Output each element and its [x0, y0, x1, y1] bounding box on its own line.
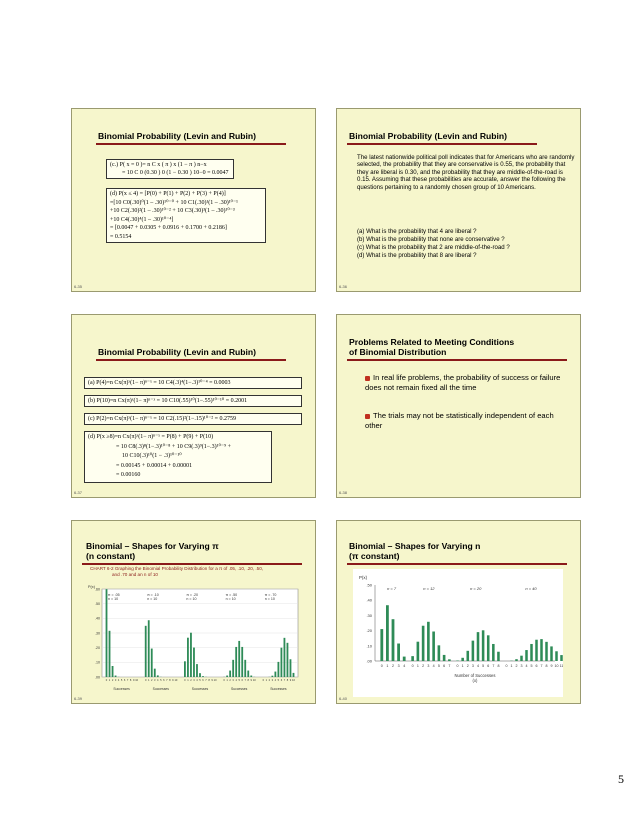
x-tick-label: 0: [411, 664, 414, 668]
x-tick-label: 7: [205, 679, 207, 682]
x-tick-label: 2: [229, 679, 231, 682]
x-tick-label: 1: [416, 664, 419, 668]
bar: [520, 656, 523, 661]
y-tick-label: .40: [95, 616, 100, 621]
bar: [241, 647, 243, 677]
bar: [106, 589, 108, 677]
panel-x-label: Successes: [152, 687, 170, 691]
x-tick-label: 7: [244, 679, 246, 682]
x-tick-label: 1: [108, 679, 111, 682]
bar: [540, 639, 543, 661]
bar: [427, 622, 430, 661]
panel-x-label: Successes: [191, 687, 209, 691]
x-tick-label: 9: [250, 679, 252, 682]
x-tick-label: 5: [238, 679, 240, 682]
formula-box-c: [106, 159, 234, 179]
x-tick-label: 9: [211, 679, 213, 682]
bar: [226, 676, 228, 677]
y-tick-label: .40: [366, 597, 372, 603]
page-number: 5: [618, 772, 624, 786]
x-tick-label: 6: [202, 679, 204, 682]
slide-number: 6-40: [339, 696, 348, 701]
bar: [244, 660, 246, 677]
question-c: (c) What is the probability that 2 are middle-of-the-road ?: [357, 244, 510, 251]
bar: [145, 626, 147, 677]
chart-varying-n: [353, 569, 563, 697]
bar: [281, 648, 283, 677]
x-tick-label: 7: [166, 679, 168, 682]
bar: [487, 635, 490, 661]
bar: [515, 659, 518, 661]
x-tick-label: 4: [525, 664, 528, 668]
bar: [448, 659, 451, 661]
title-rule: [96, 359, 286, 361]
x-tick-label: 7: [448, 664, 451, 668]
x-tick-label: 0: [105, 679, 108, 682]
x-tick-label: 1: [187, 679, 189, 682]
x-tick-label: 0: [380, 664, 383, 668]
slide-number: 6-37: [74, 490, 83, 495]
x-tick-label: 2: [392, 664, 394, 668]
x-tick-label: 3: [471, 664, 474, 668]
x-tick-label: 2: [515, 664, 518, 668]
bar: [411, 656, 414, 661]
x-tick-label: 3: [114, 679, 117, 682]
bar: [472, 641, 475, 661]
bar: [187, 638, 189, 677]
x-tick-label: 3: [397, 664, 400, 668]
question-d: (d) What is the probability that 8 are liberal ?: [357, 252, 477, 259]
answer-line: = 0.00160: [116, 472, 141, 478]
x-tick-label: 3: [193, 679, 195, 682]
x-tick-label: 2: [190, 679, 192, 682]
panel-label: π = .20: [186, 593, 198, 597]
slide-number: 6-38: [339, 490, 348, 495]
x-tick-label: 1: [510, 664, 513, 668]
bar: [386, 605, 389, 661]
slide-number: 6-35: [74, 284, 83, 289]
bar: [417, 642, 420, 661]
y-tick-label: .50: [95, 601, 100, 606]
bar: [202, 676, 204, 677]
bar: [525, 650, 528, 661]
problem-statement: The latest nationwide political poll indicates that for Americans who are randomly selected, the probability that they are conservative is 0.55, the probability that they are liberal is 0.30, and the probability that they are middle-of-the-road is 0.15. Assuming that these probabilities are accurate, answer the following the questions pertaining to a randomly chosen group of 10 Americans.: [357, 154, 575, 191]
bar: [397, 644, 400, 661]
bar: [250, 676, 252, 677]
question-a: (a) What is the probability that 4 are liberal ?: [357, 228, 477, 235]
bar: [247, 671, 249, 677]
x-tick-label: 5: [530, 664, 533, 668]
x-tick-label: 7: [283, 679, 286, 682]
x-tick-label: 0: [262, 679, 265, 682]
x-tick-label: 6: [280, 679, 283, 682]
bar: [403, 657, 406, 661]
chart-varying-pi: [84, 581, 304, 699]
slide-title: Binomial Probability (Levin and Rubin): [98, 131, 257, 141]
formula-line: = 0.5154: [110, 233, 132, 240]
answer-box-b: (b) P(10)=n Cx(π)ˣ(1− π)ⁿ⁻ˣ = 10 C10(.55)¹⁰(1−.55)¹⁰⁻¹⁰ = 0.2001: [84, 395, 302, 407]
slide-title-line-1: Binomial – Shapes for Varying π: [86, 541, 219, 551]
x-tick-label: 6: [123, 679, 126, 682]
x-tick-label: 1: [461, 664, 464, 668]
x-tick-label: 2: [151, 679, 153, 682]
bullet-item: [365, 373, 565, 393]
bar: [277, 662, 279, 677]
x-tick-label: 5: [199, 679, 201, 682]
bar: [443, 655, 446, 661]
x-tick-label: 5: [120, 679, 123, 682]
bar: [238, 641, 240, 677]
formula-line: (c.) P( x = 0 )= n C x ( π ) x (1 − π ) n−x: [110, 162, 207, 168]
x-tick-label: 9: [289, 679, 292, 682]
bar: [560, 655, 563, 661]
x-tick-label: 8: [497, 664, 500, 668]
slide-binomial-probability-1: [71, 108, 316, 292]
formula-line: +10 C2(.30)²(1 – .30)¹⁰⁻² + 10 C3(.30)³(1 – .30)¹⁰⁻³: [110, 208, 235, 214]
bar: [235, 647, 237, 677]
answer-line: (d) P(x ≥8)=n Cx(π)ˣ(1− π)ⁿ⁻ˣ = P(8) + P(9) + P(10): [88, 434, 214, 440]
title-rule: [96, 143, 286, 145]
question-b: (b) What is the probability that none are conservative ?: [357, 236, 505, 243]
slide-number: 6-36: [339, 284, 348, 289]
y-tick-label: .60: [95, 587, 100, 592]
slide-title-line-2: (n constant): [86, 551, 136, 561]
bar: [148, 620, 150, 677]
answer-line: = 10 C8(.3)⁸(1−.3)¹⁰⁻⁸ + 10 C9(.3)⁹(1−.3)¹⁰⁻⁹ +: [116, 443, 232, 450]
y-axis-label: P(x): [88, 585, 95, 589]
title-rule: [347, 359, 567, 361]
x-tick-label: 4: [117, 679, 120, 682]
x-tick-label: 4: [274, 679, 277, 682]
slide-shapes-varying-pi: [71, 520, 316, 704]
x-tick-label: 3: [154, 679, 156, 682]
x-tick-label: 7: [540, 664, 543, 668]
y-tick-label: .30: [95, 631, 100, 636]
y-tick-label: .30: [366, 612, 372, 618]
bar: [274, 672, 276, 677]
bar: [271, 676, 273, 677]
panel-label: n = 10: [147, 597, 158, 601]
bullet-text: In real life problems, the probability of success or failure does not remain fixed all the time: [365, 373, 561, 392]
x-tick-label: 1: [148, 679, 150, 682]
bar: [232, 660, 234, 677]
bar: [196, 664, 198, 677]
answer-box-a: (a) P(4)=n Cx(π)ˣ(1− π)ⁿ⁻ˣ = 10 C4(.3)⁴(1−.3)¹⁰⁻⁴ = 0.0003: [84, 377, 302, 389]
x-tick-label: 0: [223, 679, 225, 682]
x-tick-label: 10: [292, 679, 295, 682]
x-tick-label: 2: [466, 664, 469, 668]
y-tick-label: .00: [95, 675, 100, 680]
bar: [190, 633, 192, 677]
slide-binomial-probability-2: [336, 108, 581, 292]
panel-label: π = .05: [108, 593, 120, 597]
x-tick-label: 6: [163, 679, 165, 682]
x-tick-label: 5: [437, 664, 440, 668]
chart-caption-line-2: and .70 and an n of 10: [112, 572, 158, 577]
x-tick-label: 8: [169, 679, 171, 682]
x-axis-label: (x): [472, 678, 478, 683]
x-tick-label: 0: [456, 664, 459, 668]
x-tick-label: 10: [135, 679, 139, 682]
x-tick-label: 1: [386, 664, 389, 668]
bar: [284, 638, 286, 677]
x-tick-label: 0: [144, 679, 147, 682]
panel-x-label: Successes: [270, 687, 287, 691]
bar: [287, 643, 289, 677]
x-tick-label: 8: [129, 679, 132, 682]
x-tick-label: 4: [235, 679, 237, 682]
bar: [184, 661, 186, 677]
answer-line: 10 C10(.3)¹⁰(1 − .3)¹⁰⁻¹⁰: [122, 453, 182, 459]
x-tick-label: 5: [277, 679, 280, 682]
bar: [154, 669, 156, 677]
bar: [392, 619, 395, 661]
y-tick-label: .20: [95, 645, 100, 650]
x-tick-label: 9: [132, 679, 135, 682]
panel-label: n = 10: [186, 597, 197, 601]
bar: [115, 676, 117, 677]
formula-line: =[10 C0(.30)⁰(1 – .30)¹⁰⁻⁰ + 10 C1(.30)¹(1 – .30)¹⁰⁻¹: [110, 199, 238, 206]
bar: [109, 631, 111, 677]
x-tick-label: 2: [111, 679, 114, 682]
bar: [555, 651, 558, 661]
bar: [492, 644, 495, 661]
panel-label: n = 10: [108, 597, 119, 601]
slide-title-line-2: of Binomial Distribution: [349, 347, 447, 357]
x-tick-label: 6: [443, 664, 446, 668]
x-tick-label: 9: [550, 664, 553, 668]
bar: [530, 644, 533, 661]
panel-x-label: Successes: [230, 687, 248, 691]
title-rule: [82, 563, 302, 565]
x-tick-label: 10: [174, 679, 178, 682]
slide-shapes-varying-n: [336, 520, 581, 704]
bar: [438, 645, 441, 661]
y-tick-label: .20: [366, 628, 372, 634]
y-tick-label: .10: [366, 643, 372, 649]
slide-title-line-1: Problems Related to Meeting Conditions: [349, 337, 515, 347]
x-tick-label: 0: [184, 679, 186, 682]
slide-title-line-1: Binomial – Shapes for Varying n: [349, 541, 481, 551]
chart-caption-line-1: CHART 6-2 Graphing the Binomial Probability Distribution for a π of .05, .10, .20, .50,: [90, 566, 264, 571]
series-label: n = 20: [470, 586, 482, 591]
slide-title: Binomial Probability (Levin and Rubin): [98, 347, 257, 357]
x-tick-label: 3: [232, 679, 234, 682]
bar: [157, 675, 159, 677]
panel-label: π = .50: [225, 593, 238, 597]
bar: [550, 646, 553, 661]
answer-box-d: [84, 431, 272, 483]
formula-line: = 10 C 0 (0.30 ) 0 (1 − 0.30 ) 10−0 = 0.0047: [122, 170, 229, 176]
x-tick-label: 9: [172, 679, 174, 682]
bullet-text: The trials may not be statistically independent of each other: [365, 411, 554, 430]
formula-line: (d) P(x ≤ 4) = [P(0) + P(1) + P(2) + P(3) + P(4)]: [110, 191, 226, 197]
title-rule: [347, 143, 537, 145]
bar: [535, 640, 538, 661]
x-tick-label: 4: [196, 679, 198, 682]
x-tick-label: 2: [422, 664, 425, 668]
slide-binomial-probability-3: [71, 314, 316, 498]
bar: [151, 649, 153, 677]
formula-box-d: [106, 188, 266, 243]
x-tick-label: 0: [505, 664, 508, 668]
x-tick-label: 6: [535, 664, 538, 668]
x-tick-label: 7: [492, 664, 495, 668]
x-tick-label: 11: [559, 664, 563, 668]
answer-box-c: (c) P(2)=n Cx(π)ˣ(1− π)ⁿ⁻ˣ = 10 C2(.15)²(1−.15)¹⁰⁻² = 0.2759: [84, 413, 302, 425]
x-tick-label: 4: [403, 664, 406, 668]
formula-line: +10 C4(.30)⁴(1 – .30)¹⁰⁻⁴]: [110, 216, 174, 223]
slide-meeting-conditions: [336, 314, 581, 498]
x-tick-label: 3: [271, 679, 274, 682]
x-tick-label: 8: [208, 679, 210, 682]
panel-label: n = 10: [225, 597, 236, 601]
bar: [432, 632, 435, 661]
x-tick-label: 3: [520, 664, 523, 668]
bar: [199, 673, 201, 677]
y-tick-label: .00: [366, 658, 372, 664]
x-tick-label: 10: [554, 664, 559, 668]
slide-number: 6-39: [74, 696, 83, 701]
bullet-item: [365, 411, 565, 431]
bullet-square-icon: [365, 376, 370, 381]
x-tick-label: 1: [265, 679, 268, 682]
panel-x-label: Successes: [113, 687, 130, 691]
x-tick-label: 8: [247, 679, 249, 682]
x-tick-label: 6: [241, 679, 243, 682]
x-tick-label: 5: [160, 679, 162, 682]
x-tick-label: 10: [213, 679, 217, 682]
title-rule: [347, 563, 567, 565]
bar: [482, 630, 485, 661]
panel-label: π = .10: [147, 593, 159, 597]
formula-line: = [0.0047 + 0.0305 + 0.0916 + 0.1700 + 0.2186]: [110, 225, 227, 231]
panel-label: π = .70: [264, 593, 277, 597]
bar: [293, 673, 295, 677]
bar: [422, 626, 425, 661]
bar: [229, 671, 231, 677]
y-tick-label: .10: [95, 660, 100, 665]
series-label: n = 7: [387, 586, 397, 591]
bullet-square-icon: [365, 414, 370, 419]
x-tick-label: 3: [427, 664, 430, 668]
answer-line: = 0.00145 + 0.00014 + 0.00001: [116, 462, 193, 469]
x-tick-label: 8: [545, 664, 548, 668]
x-tick-label: 6: [487, 664, 490, 668]
y-axis-label: P(x): [359, 575, 368, 580]
bar: [112, 666, 114, 677]
x-tick-label: 2: [268, 679, 271, 682]
series-label: n = 12: [423, 586, 435, 591]
x-tick-label: 4: [432, 664, 435, 668]
x-tick-label: 4: [477, 664, 479, 668]
y-tick-label: .50: [366, 582, 372, 588]
bar: [477, 632, 480, 661]
x-tick-label: 10: [252, 679, 256, 682]
bar: [545, 642, 548, 661]
panel-label: n = 10: [264, 597, 275, 601]
series-label: n = 40: [525, 586, 537, 591]
bar: [290, 659, 292, 677]
x-tick-label: 8: [286, 679, 289, 682]
bar: [467, 651, 470, 661]
x-axis-label: Number of Successes: [454, 673, 496, 678]
slide-title-line-2: (π constant): [349, 551, 400, 561]
bar: [193, 648, 195, 677]
bar: [497, 652, 500, 661]
x-tick-label: 5: [482, 664, 485, 668]
bar: [380, 629, 383, 661]
x-tick-label: 4: [157, 679, 159, 682]
x-tick-label: 1: [226, 679, 228, 682]
x-tick-label: 7: [126, 679, 129, 682]
slide-title: Binomial Probability (Levin and Rubin): [349, 131, 508, 141]
bar: [461, 658, 464, 661]
